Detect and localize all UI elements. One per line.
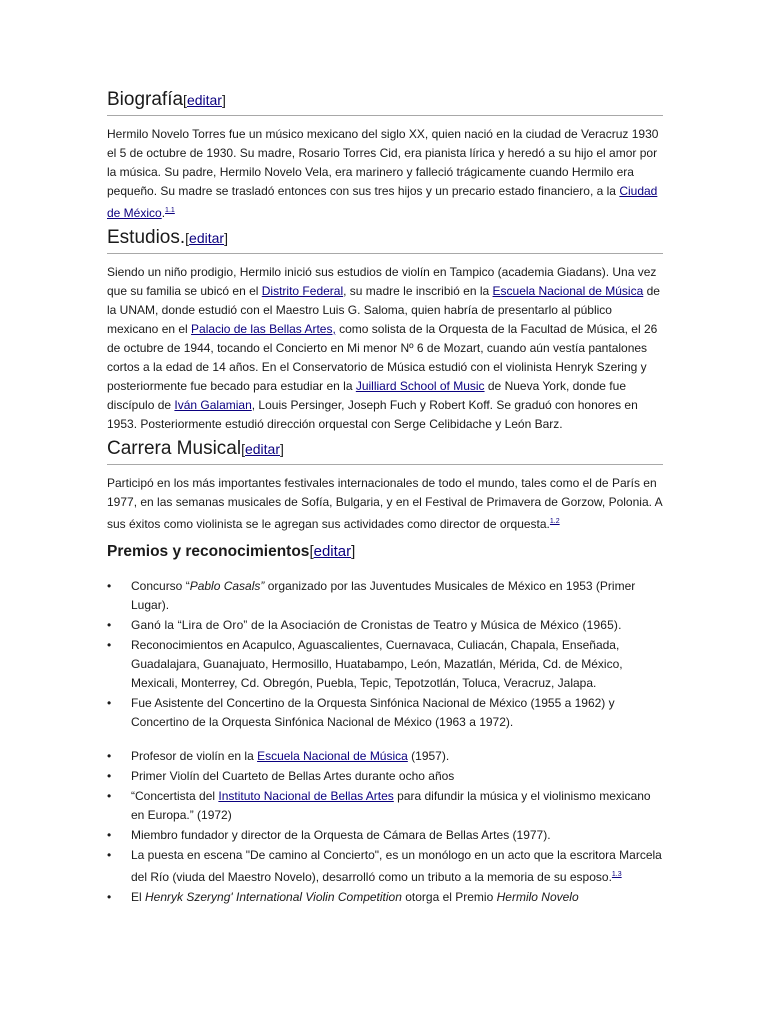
link-ciudad-de-mexico[interactable]: Ciudad de México <box>107 184 658 220</box>
list-item: • Primer Violín del Cuarteto de Bellas Artes durante ocho años <box>107 767 663 786</box>
link-distrito-federal[interactable]: Distrito Federal <box>261 284 344 298</box>
edit-section-estudios: [editar] <box>185 230 228 246</box>
edit-link-estudios[interactable]: editar <box>189 230 225 246</box>
edit-section-biografia: [editar] <box>183 92 226 108</box>
list-item: • La puesta en escena "De camino al Concierto", es un monólogo en un acto que la escritora Marcela del Río (viuda del Maestro Novelo), desarrolló como un tributo a la memoria de su esposo.$^{1.3}$ <box>107 848 662 884</box>
reference-1-1[interactable]: 1.1 <box>165 207 175 214</box>
edit-section-premios: [editar] <box>309 543 356 560</box>
bullet-icon: • <box>107 890 112 904</box>
list-item: • “Concertista del Instituto Nacional de Bellas Artes para difundir la música y el violinismo mexicano en Europa.” (1972) <box>107 789 651 822</box>
edit-link-carrera[interactable]: editar <box>244 441 281 457</box>
list-item: • El Henryk Szeryng' International Violin Competition otorga el Premio Hermilo Novelo <box>107 888 663 907</box>
bullet-icon: • <box>107 618 112 632</box>
reference-1-3[interactable]: 1.3 <box>611 871 622 878</box>
bullet-icon: • <box>107 696 112 710</box>
heading-premios-text: Premios y reconocimientos <box>107 543 310 560</box>
bullet-icon: • <box>107 769 112 783</box>
reference-1-2[interactable]: 1.2 <box>549 518 560 525</box>
heading-carrera-musical <box>107 437 663 465</box>
heading-carrera-text: Carrera Musical <box>107 438 242 459</box>
link-escuela-nacional-de-musica[interactable]: Escuela Nacional de Música <box>492 284 644 298</box>
edit-link-premios[interactable]: editar <box>313 543 352 560</box>
bullet-icon: • <box>107 638 112 652</box>
link-juilliard[interactable]: Juilliard School of Music <box>355 379 485 393</box>
list-item: • Reconocimientos en Acapulco, Aguascalientes, Cuernavaca, Culiacán, Chapala, Enseñada, Guadalajara, Guanajuato, Hermosillo, Huatabampo, León, Mazatlán, Mérida, Cd. de México, Mexicali, Monterrey, Cd. Obregón, Puebla, Tepic, Tepotzotlán, Toluca, Veracruz, Jalapa. <box>107 638 623 690</box>
list-item: • Miembro fundador y director de la Orquesta de Cámara de Bellas Artes (1977). <box>107 826 663 845</box>
heading-biografia-text: Biografía <box>107 89 184 110</box>
bullet-icon: • <box>107 789 112 803</box>
edit-section-carrera: [editar] <box>241 441 284 457</box>
heading-biografia <box>107 88 663 116</box>
list-item: • Ganó la “Lira de Oro” de la Asociación de Cronistas de Teatro y Música de México (1965). <box>107 616 663 635</box>
bullet-icon: • <box>107 828 112 842</box>
heading-premios <box>107 541 663 563</box>
bullet-icon: • <box>107 848 112 862</box>
carrera-paragraph: Participó en los más importantes festivales internacionales de todo el mundo, tales como el de París en 1977, en las semanas musicales de Sofía, Bulgaria, y en el Festival de Primavera de Gorzow, Polonia. A sus éxitos como violinista se le agregan sus actividades como director de orquesta.$^{1.2}$ <box>107 476 662 531</box>
awards-list <box>107 577 663 907</box>
list-item: • Fue Asistente del Concertino de la Orquesta Sinfónica Nacional de México (1955 a 1962) y Concertino de la Orquesta Sinfónica Nacional de México (1963 a 1972). <box>107 696 615 729</box>
link-escuela-nacional-de-musica-2[interactable]: Escuela Nacional de Música <box>257 749 408 763</box>
bullet-icon: • <box>107 579 112 593</box>
edit-link-biografia[interactable]: editar <box>186 92 222 108</box>
bullet-icon: • <box>107 749 112 763</box>
link-ivan-galamian[interactable]: Iván Galamian <box>174 398 252 412</box>
link-palacio-bellas-artes[interactable]: Palacio de las Bellas Artes, <box>191 322 336 336</box>
list-item: • Concurso “Pablo Casals” organizado por las Juventudes Musicales de México en 1953 (Primer Lugar). <box>107 579 636 612</box>
article-content <box>107 88 663 908</box>
link-instituto-bellas-artes[interactable]: Instituto Nacional de Bellas Artes <box>218 789 394 803</box>
estudios-paragraph: Siendo un niño prodigio, Hermilo inició sus estudios de violín en Tampico (academia Giadans). Una vez que su familia se ubicó en el Distrito Federal, su madre le inscribió en la Escuela Nacional de Música de la UNAM, donde estudió con el Maestro Luis G. Saloma, quien habría de presentarlo al público mexicano en el Palacio de las Bellas Artes, como solista de la Orquesta de la Facultad de Música, el 26 de octubre de 1944, tocando el Concierto en Mi menor Nº 6 de Mozart, cuando aún vestía pantalones cortos a la edad de 14 años. En el Conservatorio de Música estudió con el violinista Henryk Szering y posteriormente fue becado para estudiar en la Juilliard School of Music de Nueva York, donde fue discípulo de Iván Galamian, Louis Persinger, Joseph Fuch y Robert Koff. Se graduó con honores en 1953. Posteriormente estudió dirección orquestal con Serge Celibidache y León Barz. <box>107 265 660 431</box>
biografia-paragraph: Hermilo Novelo Torres fue un músico mexicano del siglo XX, quien nació en la ciudad de Veracruz 1930 el 5 de octubre de 1930. Su madre, Rosario Torres Cid, era pianista lírica y heredó a su hijo el amor por la música. Su padre, Hermilo Novelo Vela, era marinero y falleció trágicamente cuando Hermilo era pequeño. Su madre se trasladó entonces con sus tres hijos y un precario estado financiero, a la Ciudad de México.$^{1.1}$ <box>107 127 659 220</box>
heading-estudios <box>107 226 663 254</box>
list-item: • Profesor de violín en la Escuela Nacional de Música (1957). <box>107 747 663 766</box>
heading-estudios-text: Estudios. <box>107 227 186 248</box>
